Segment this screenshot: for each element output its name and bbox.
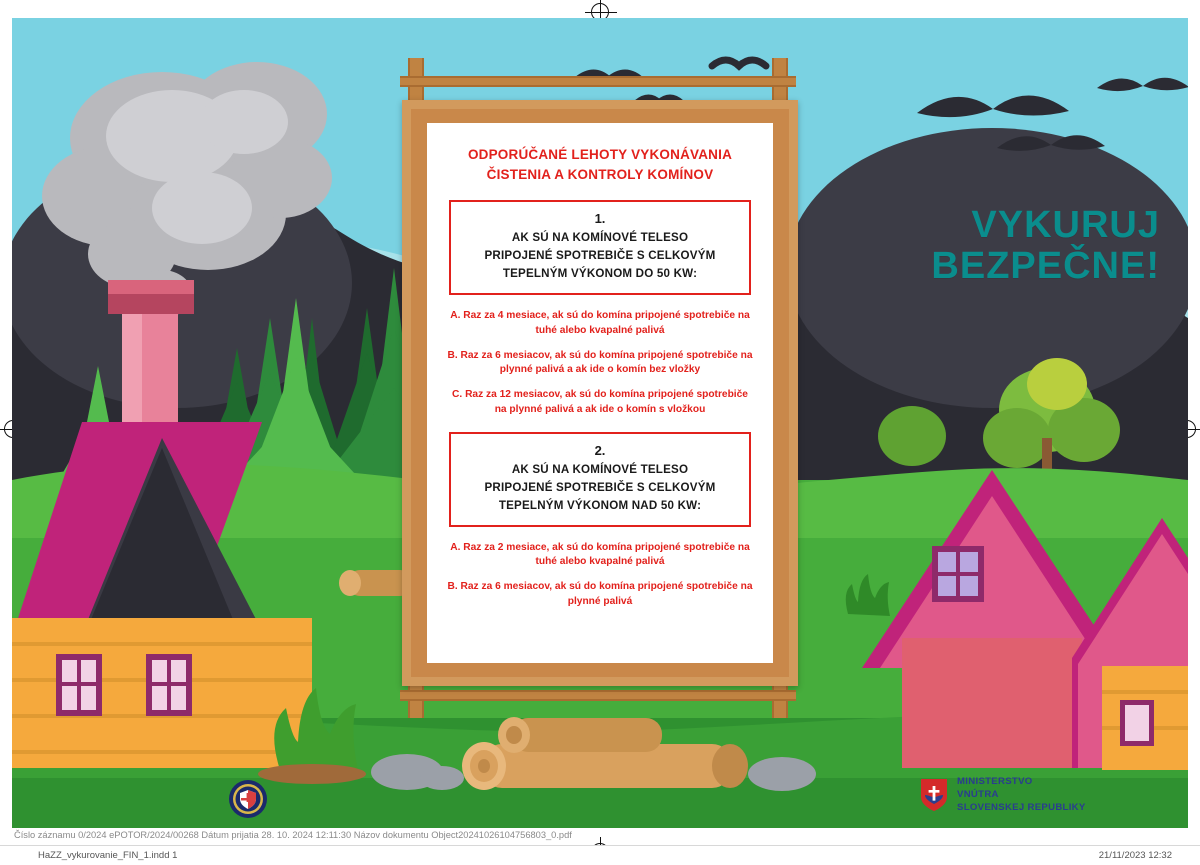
- section-2-heading: [457, 461, 743, 515]
- ministry-logo-text: [957, 776, 1086, 815]
- campaign-headline-line-2: BEZPEČNE!: [931, 245, 1160, 288]
- section-1-heading-line-2: PRIPOJENÉ SPOTREBIČE S CELKOVÝM: [484, 249, 716, 263]
- ministry-logo: [920, 776, 1086, 815]
- section-2-heading-line-3: TEPELNÝM VÝKONOM NAD 50 KW:: [498, 498, 702, 512]
- section-2-number: 2.: [594, 442, 606, 458]
- item-text: Raz za 12 mesiacov, ak sú do komína pripojené spotrebiče na plynné palivá a ak ide o komín s vložkou: [465, 389, 748, 415]
- campaign-headline-line-1: VYKURUJ: [971, 204, 1160, 246]
- list-item: [445, 388, 755, 418]
- poster-title-line-2: ČISTENIA A KONTROLY KOMÍNOV: [486, 166, 714, 182]
- poster-title-line-1: ODPORÚČANÉ LEHOTY VYKONÁVANIA: [467, 147, 733, 162]
- source-filename: HaZZ_vykurovanie_FIN_1.indd 1: [38, 850, 178, 861]
- item-label: C.: [452, 389, 463, 401]
- section-2-items: [445, 541, 755, 610]
- section-1-items: [445, 309, 755, 418]
- poster-content: [427, 123, 773, 663]
- poster-board: [402, 100, 798, 686]
- item-label: A.: [450, 310, 461, 322]
- campaign-headline: [931, 205, 1160, 287]
- print-footer: [0, 845, 1200, 865]
- signpost-crossbar-bottom: [400, 690, 796, 701]
- item-text: Raz za 4 mesiace, ak sú do komína pripojené spotrebiče na tuhé alebo kvapalné palivá: [463, 310, 750, 336]
- section-1-heading-line-3: TEPELNÝM VÝKONOM DO 50 KW:: [502, 267, 698, 281]
- fire-brigade-crest-icon: [228, 779, 268, 819]
- item-label: A.: [450, 541, 461, 553]
- item-text: Raz za 6 mesiacov, ak sú do komína pripojené spotrebiče na plynné palivá a ak ide o komín bez vložky: [460, 349, 753, 376]
- print-timestamp: 21/11/2023 12:32: [1098, 850, 1172, 861]
- ministry-line-2: VNÚTRA: [957, 788, 999, 800]
- poster-title: [443, 145, 757, 184]
- list-item: [445, 309, 755, 339]
- list-item: [445, 580, 755, 610]
- ministry-line-1: MINISTERSTVO: [957, 776, 1033, 787]
- signpost-crossbar-top: [400, 76, 796, 87]
- slovak-coat-of-arms-icon: [920, 778, 948, 812]
- list-item: [445, 349, 755, 379]
- item-text: Raz za 6 mesiacov, ak sú do komína pripojené spotrebiče na plynné palivá: [460, 581, 753, 607]
- section-1-heading: [457, 229, 743, 283]
- record-metadata-strip: Číslo záznamu 0/2024 ePOTOR/2024/00268 Dátum prijatia 28. 10. 2024 12:11:30 Názov dokumentu Object20241026104756803_0.pdf: [14, 830, 572, 840]
- ministry-line-3: SLOVENSKEJ REPUBLIKY: [957, 801, 1086, 813]
- item-label: B.: [447, 349, 458, 361]
- item-label: B.: [447, 581, 458, 593]
- section-2-heading-line-1: AK SÚ NA KOMÍNOVÉ TELESO: [511, 462, 689, 476]
- section-2-heading-line-2: PRIPOJENÉ SPOTREBIČE S CELKOVÝM: [484, 480, 716, 494]
- section-1-heading-line-1: AK SÚ NA KOMÍNOVÉ TELESO: [511, 231, 689, 245]
- section-1-heading-box: [449, 200, 751, 295]
- item-text: Raz za 2 mesiace, ak sú do komína pripojené spotrebiče na tuhé alebo kvapalné palivá: [463, 541, 750, 568]
- section-1-number: 1.: [594, 211, 606, 227]
- section-2-heading-box: [449, 432, 751, 527]
- list-item: [445, 541, 755, 571]
